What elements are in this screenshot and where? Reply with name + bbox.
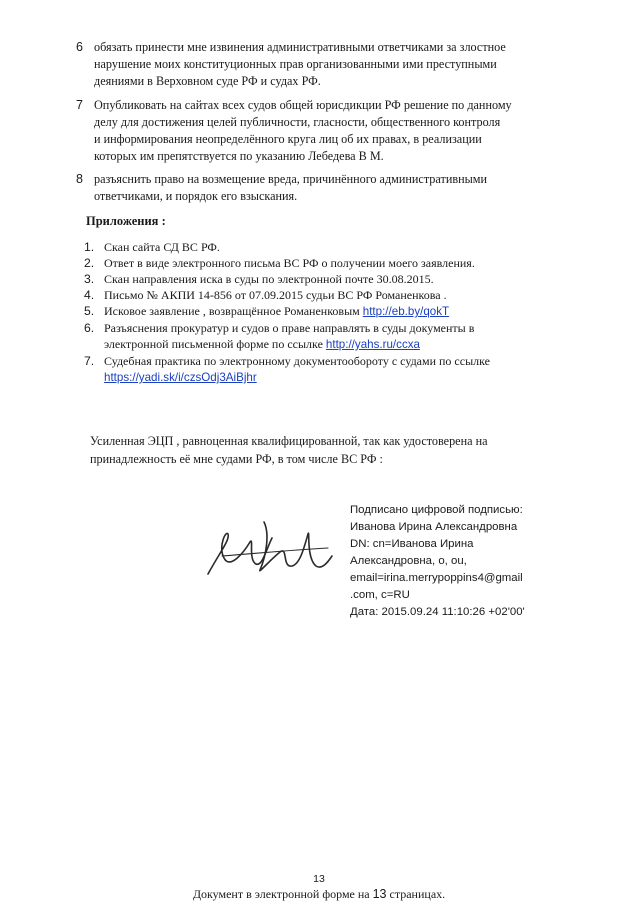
claim-line: обязать принести мне извинения административными ответчиками за злостное (94, 40, 506, 54)
attachment-item (84, 239, 586, 255)
attachment-number: 1. (84, 240, 95, 254)
handwritten-signature-image (200, 512, 340, 590)
claim-text (94, 39, 586, 90)
claim-line: нарушение моих конституционных прав организованными ими преступными (94, 57, 497, 71)
claim-line: Опубликовать на сайтах всех судов общей юрисдикции РФ решение по данному (94, 98, 512, 112)
claim-item-7 (76, 97, 586, 165)
claim-line: делу для достижения целей публичности, гласности, общественного контроля (94, 115, 501, 129)
signature-line: DN: cn=Иванова Ирина (350, 538, 474, 550)
ecp-statement (90, 432, 586, 468)
attachment-link[interactable]: https://yadi.sk/i/czsOdj3AiBjhr (104, 371, 257, 384)
claim-number: 7 (76, 98, 83, 112)
signature-line: Александровна, o, ou, (350, 555, 467, 567)
attachment-text (104, 336, 586, 353)
attachment-number: 5. (84, 304, 95, 318)
attachment-link[interactable]: http://eb.by/qokT (362, 305, 450, 318)
attachment-item (84, 303, 586, 320)
attachment-item (84, 271, 586, 287)
claim-line: которых им препятствуется по указанию Лебедева В М. (94, 149, 384, 163)
attachment-number: 2. (84, 256, 95, 270)
page-footer (0, 887, 638, 902)
attachments-heading: Приложения : (86, 214, 166, 228)
attachment-text: Разъяснения прокуратур и судов о праве направлять в суды документы в (104, 321, 475, 335)
claim-text (94, 171, 586, 205)
digital-signature-block (350, 502, 590, 621)
claim-item-6 (76, 39, 586, 90)
claim-line: ответчиками, и порядок его взыскания. (94, 189, 298, 203)
attachment-item (84, 287, 586, 303)
claim-number: 6 (76, 40, 83, 54)
claim-text (94, 97, 586, 165)
ecp-line: Усиленная ЭЦП , равноценная квалифицированной, так как удостоверена на (90, 434, 488, 448)
page-number: 13 (313, 873, 325, 885)
attachment-text-part: электронной письменной форме по ссылке (104, 337, 326, 351)
attachment-text-part: Исковое заявление , возвращённое Романенковым (104, 304, 363, 318)
attachment-item (84, 353, 586, 386)
signature-line: Дата: 2015.09.24 11:10:26 +02'00' (350, 606, 525, 618)
attachment-item (84, 255, 586, 271)
signature-line: .com, c=RU (350, 589, 410, 601)
attachment-number: 6. (84, 321, 95, 335)
claim-line: деяниями в Верховном суде РФ и судах РФ. (94, 74, 321, 88)
attachment-number: 7. (84, 354, 95, 368)
footer-text: страницах. (386, 887, 446, 901)
attachment-number: 3. (84, 272, 95, 286)
claim-line: разъяснить право на возмещение вреда, причинённого административными (94, 172, 488, 186)
attachment-number: 4. (84, 288, 95, 302)
claim-line: и информирования неопределённого круга лиц об их правах, в реализации (94, 132, 482, 146)
ecp-line: принадлежность её мне судами РФ, в том числе ВС РФ : (90, 452, 383, 466)
attachments-list (84, 239, 586, 386)
attachment-text: Ответ в виде электронного письма ВС РФ о получении моего заявления. (104, 256, 475, 270)
signature-line: Иванова Ирина Александровна (350, 521, 518, 533)
claim-item-8 (76, 171, 586, 205)
attachment-text (104, 303, 586, 320)
attachment-item (84, 320, 586, 353)
claim-number: 8 (76, 172, 83, 186)
attachment-text: Скан направления иска в суды по электронной почте 30.08.2015. (104, 272, 434, 286)
footer-text: Документ в электронной форме на (192, 887, 373, 901)
attachment-link[interactable]: http://yahs.ru/ccxa (325, 338, 420, 351)
footer-page-count: 13 (372, 887, 387, 901)
attachment-text: Скан сайта СД ВС РФ. (104, 240, 220, 254)
signature-line: email=irina.merrypoppins4@gmail (350, 572, 523, 584)
attachment-text: Письмо № АКПИ 14-856 от 07.09.2015 судьи ВС РФ Романенкова . (104, 288, 447, 302)
signature-line: Подписано цифровой подписью: (350, 504, 523, 516)
attachment-text (104, 369, 586, 386)
attachment-text: Судебная практика по электронному документообороту с судами по ссылке (104, 354, 490, 368)
